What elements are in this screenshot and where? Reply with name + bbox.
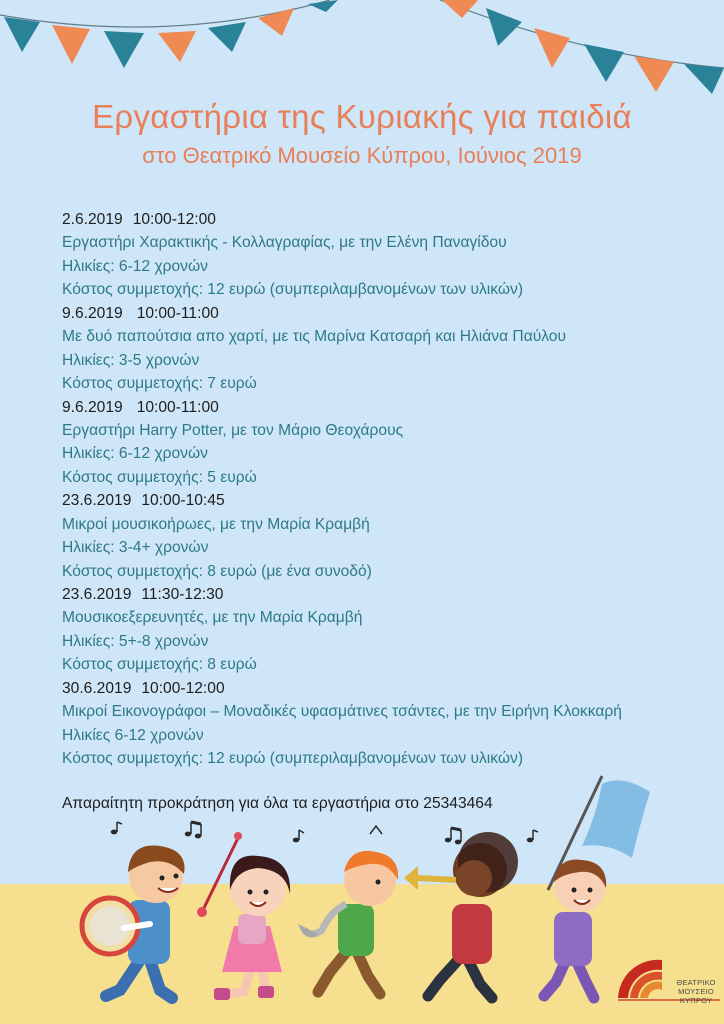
workshop-title: Εργαστήρι Harry Potter, με τον Μάριο Θεοχάρους — [62, 421, 404, 439]
workshop-date: 9.6.2019 — [62, 398, 123, 416]
logo-line2: ΜΟΥΣΕΙΟ ΚΥΠΡΟΥ — [678, 987, 714, 1005]
workshop-entry — [62, 302, 712, 396]
workshop-date: 23.6.2019 — [62, 586, 132, 603]
workshop-cost: Κόστος συμμετοχής: 5 ευρώ — [62, 468, 257, 486]
workshop-cost: Κόστος συμμετοχής: 7 ευρώ — [62, 375, 257, 393]
workshop-date: 23.6.2019 — [62, 492, 132, 510]
workshop-schedule — [62, 208, 712, 771]
workshop-cost: Κόστος συμμετοχής: 8 ευρώ (με ένα συνοδό) — [62, 562, 372, 580]
workshop-ages: Ηλικίες 6-12 χρονών — [62, 726, 204, 744]
workshop-entry — [62, 583, 712, 677]
booking-note: Απαραίτητη προκράτηση για όλα τα εργαστήρια στο 25343464 — [62, 795, 493, 812]
workshop-datetime — [62, 396, 712, 419]
workshop-date: 2.6.2019 — [62, 211, 123, 228]
poster-subtitle: στο Θεατρικό Μουσείο Κύπρου, Ιούνιος 2019 — [142, 143, 582, 168]
workshop-title: Εργαστήρι Χαρακτικής - Κολλαγραφίας, με την Ελένη Παναγίδου — [62, 234, 507, 252]
workshop-entry — [62, 208, 712, 302]
workshop-time: 10:00-12:00 — [132, 211, 216, 228]
trumpet-boy — [404, 832, 518, 998]
workshop-ages: Ηλικίες: 6-12 χρονών — [62, 445, 208, 463]
museum-logo-text — [668, 978, 724, 1005]
workshop-ages: Ηλικίες: 3-4+ χρονών — [62, 539, 209, 557]
workshop-date: 30.6.2019 — [62, 679, 132, 697]
workshop-time: 10:00-10:45 — [141, 492, 225, 510]
workshop-title: Μικροί Εικονογράφοι – Μοναδικές υφασμάτινες τσάντες, με την Ειρήνη Κλοκκαρή — [62, 703, 622, 721]
workshop-ages: Ηλικίες: 3-5 χρονών — [62, 351, 200, 369]
logo-line1: ΘΕΑΤΡΙΚΟ — [676, 978, 716, 987]
bunting-flags — [0, 0, 724, 110]
saxophone-boy — [298, 851, 398, 994]
workshop-datetime — [62, 583, 712, 606]
workshop-ages: Ηλικίες: 6-12 χρονών — [62, 257, 208, 275]
workshop-time: 10:00-11:00 — [136, 398, 219, 416]
poster-title: Εργαστήρια της Κυριακής για παιδιά — [92, 98, 632, 135]
workshop-datetime — [62, 302, 712, 325]
workshop-entry — [62, 396, 712, 490]
workshop-time: 11:30-12:30 — [141, 586, 224, 603]
workshop-time: 10:00-11:00 — [136, 304, 219, 322]
workshop-entry — [62, 489, 712, 583]
workshop-cost: Κόστος συμμετοχής: 12 ευρώ (συμπεριλαμβανομένων των υλικών) — [62, 281, 524, 299]
majorette-girl — [197, 832, 290, 1000]
workshop-datetime — [62, 677, 712, 700]
workshop-cost: Κόστος συμμετοχής: 8 ευρώ — [62, 656, 257, 674]
workshop-title: Μουσικοεξερευνητές, με την Μαρία Κραμβή — [62, 609, 363, 627]
workshop-date: 9.6.2019 — [62, 304, 123, 322]
workshop-ages: Ηλικίες: 5+-8 χρονών — [62, 632, 209, 650]
workshop-title: Με δυό παπούτσια απο χαρτί, με τις Μαρίνα Κατσαρή και Ηλιάνα Παύλου — [62, 328, 567, 346]
workshop-cost: Κόστος συμμετοχής: 12 ευρώ (συμπεριλαμβανομένων των υλικών) — [62, 750, 524, 768]
workshop-entry — [62, 677, 712, 771]
workshop-time: 10:00-12:00 — [141, 679, 225, 697]
workshop-datetime — [62, 489, 712, 512]
workshop-title: Μικροί μουσικοήρωες, με την Μαρία Κραμβή — [62, 515, 370, 533]
drummer-boy — [82, 846, 185, 998]
workshop-datetime — [62, 208, 712, 231]
